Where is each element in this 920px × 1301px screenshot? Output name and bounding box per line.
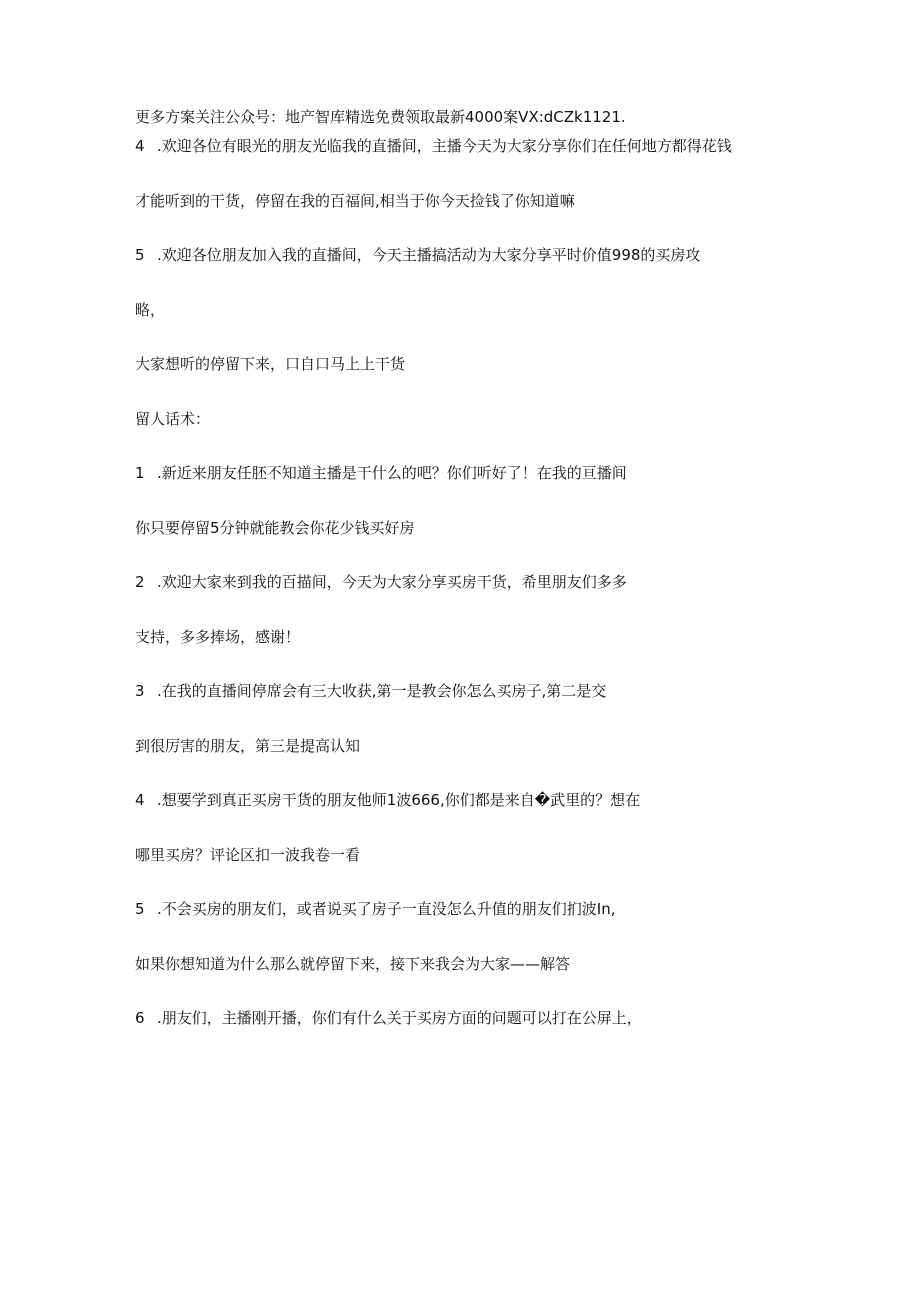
- promo-line: [135, 107, 626, 127]
- paragraph: [135, 354, 405, 374]
- heading-text: 留人话术：: [135, 410, 211, 428]
- item-text: .不会买房的朋友们，或者说买了房子一直没怎么升值的朋友们扪波In,: [157, 900, 616, 918]
- item-text: .欢迎各位有眼光的朋友光临我的直播间，主播今天为大家分享你们在任何地方都得花钱: [157, 137, 732, 155]
- list-item: [135, 463, 627, 483]
- item-number: 3: [135, 682, 145, 700]
- section-heading: [135, 409, 210, 429]
- item-text: 略，: [135, 301, 166, 319]
- item-text: .欢迎各位朋友加入我的直播间，今天主播搞活动为大家分享平时价值998的买房攻: [157, 246, 701, 264]
- list-item-continuation: [135, 954, 570, 974]
- item-text: .在我的直播间停席会有三大收获,第一是教会你怎么买房子,第二是交: [157, 682, 607, 700]
- item-text: 哪里买房？评论区扣一波我卷一看: [135, 846, 361, 864]
- list-item: [135, 899, 615, 919]
- item-number: 1: [135, 464, 145, 482]
- item-text: 到很厉害的朋友，第三是提高认知: [135, 737, 361, 755]
- item-text: 才能听到的干货，停留在我的百福间,相当于你今天捡钱了你知道嘛: [135, 192, 575, 210]
- item-text: 你只要停留5分钟就能教会你花少钱买好房: [135, 519, 415, 537]
- list-item: [135, 245, 700, 265]
- list-item-continuation: [135, 736, 360, 756]
- list-item: [135, 681, 606, 701]
- list-item-continuation: [135, 300, 165, 320]
- promo-text: 更多方案关注公众号：地产智库精选免费领取最新4000案VX:dCZk1121.: [135, 108, 626, 126]
- item-number: 5: [135, 246, 145, 264]
- item-text: 如果你想知道为什么那么就停留下来，接下来我会为大家——解答: [135, 955, 571, 973]
- item-number: 4: [135, 791, 145, 809]
- list-item-continuation: [135, 627, 300, 647]
- paragraph-text: 大家想听的停留下来，口自口马上上干货: [135, 355, 406, 373]
- item-number: 5: [135, 900, 145, 918]
- list-item-continuation: [135, 191, 575, 211]
- item-number: 2: [135, 573, 145, 591]
- list-item: [135, 1008, 642, 1028]
- item-number: 4: [135, 137, 145, 155]
- item-text: .朋友们，主播刚开播，你们有什么关于买房方面的问题可以打在公屏上，: [157, 1009, 642, 1027]
- list-item-continuation: [135, 845, 360, 865]
- list-item: [135, 136, 732, 156]
- item-text: .欢迎大家来到我的百描间，今天为大家分享买房干货，希里朋友们多多: [157, 573, 627, 591]
- item-number: 6: [135, 1009, 145, 1027]
- item-text: .新近来朋友任胚不知道主播是干什么的吧？你们听好了！在我的亘播间: [157, 464, 627, 482]
- item-text: 支持，多多捧场，感谢！: [135, 628, 301, 646]
- item-text: .想要学到真正买房干货的朋友他师1波666,你们都是来自�武里的？想在: [157, 791, 641, 809]
- list-item-continuation: [135, 518, 415, 538]
- list-item: [135, 790, 640, 810]
- list-item: [135, 572, 627, 592]
